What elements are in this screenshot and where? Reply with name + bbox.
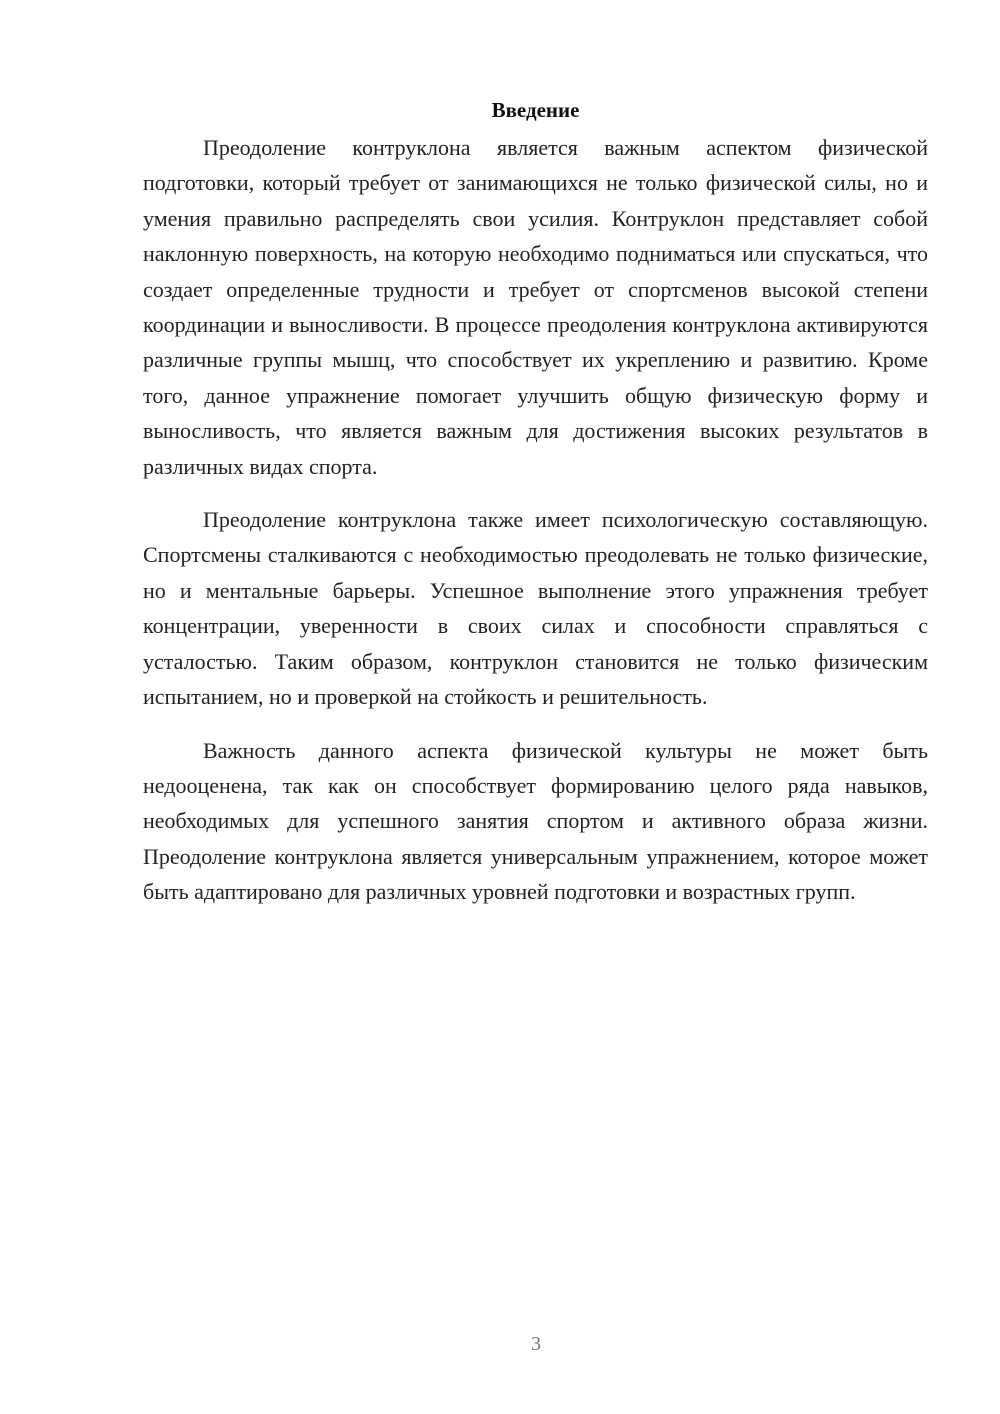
page-content (143, 96, 928, 928)
page-number: 3 (531, 1333, 541, 1355)
paragraph-2: Преодоление контруклона также имеет психологическую составляющую. Спортсмены сталкиваются с необходимостью преодолевать не только физические, но и ментальные барьеры. Успешное выполнение этого упражнения требует концентрации, уверенности в своих силах и способности справляться с усталостью. Таким образом, контруклон становится не только физическим испытанием, но и проверкой на стойкость и решительность. (143, 507, 928, 710)
paragraph-3: Важность данного аспекта физической культуры не может быть недооценена, так как он способствует формированию целого ряда навыков, необходимых для успешного занятия спортом и активного образа жизни. Преодоление контруклона является универсальным упражнением, которое может быть адаптировано для различных уровней подготовки и возрастных групп. (143, 737, 928, 905)
paragraph-1: Преодоление контруклона является важным аспектом физической подготовки, который требует от занимающихся не только физической силы, но и умения правильно распределять свои усилия. Контруклон представляет собой наклонную поверхность, на которую необходимо подниматься или спускаться, что создает определенные трудности и требует от спортсменов высокой степени координации и выносливости. В процессе преодоления контруклона активируются различные группы мышц, что способствует их укреплению и развитию. Кроме того, данное упражнение помогает улучшить общую физическую форму и выносливость, что является важным для достижения высоких результатов в различных видах спорта. (143, 135, 928, 479)
section-title: Введение (491, 98, 580, 122)
